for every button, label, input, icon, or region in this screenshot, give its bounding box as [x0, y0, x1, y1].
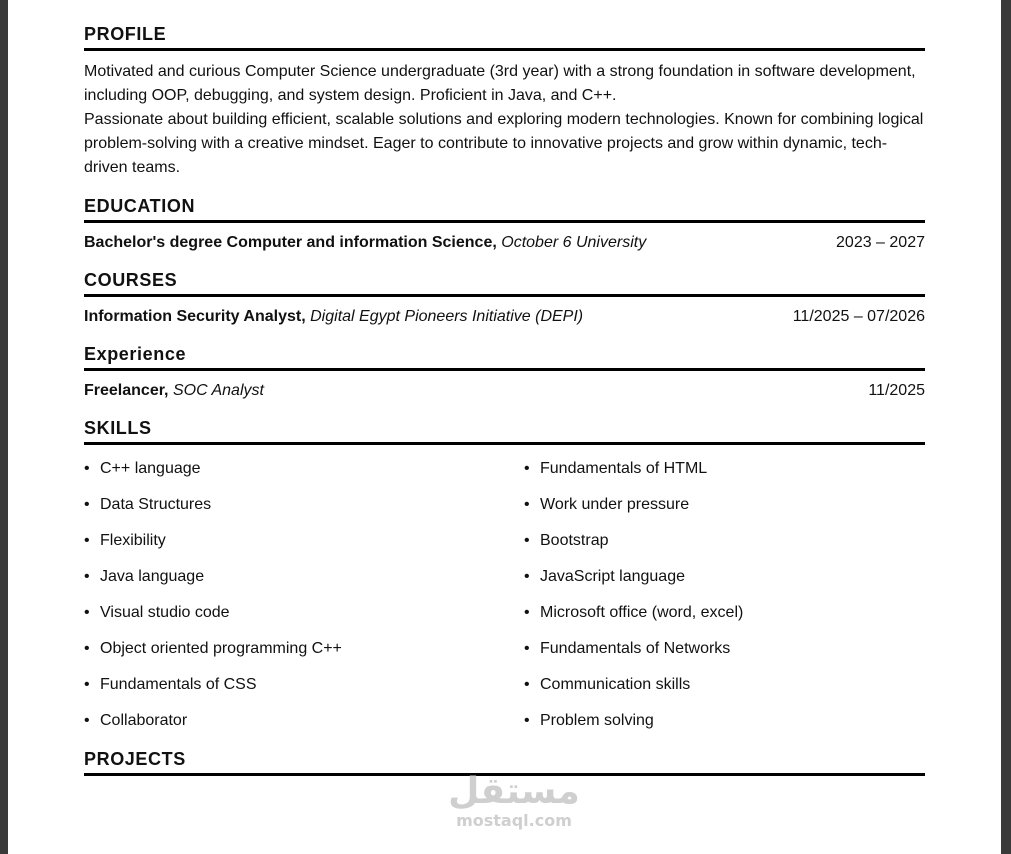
- experience-entry: [84, 380, 925, 402]
- skill-item: • Object oriented programming C++: [84, 637, 524, 661]
- skill-item: • JavaScript language: [524, 565, 924, 589]
- experience-dates: 11/2025: [868, 382, 925, 399]
- bullet-icon: •: [524, 460, 530, 477]
- watermark-latin: mostaql.com: [456, 811, 572, 830]
- experience-role: Freelancer,: [84, 382, 169, 399]
- bullet-icon: •: [84, 532, 90, 549]
- resume-content: [84, 22, 925, 790]
- experience-heading: Experience: [84, 342, 925, 371]
- skill-item: • Fundamentals of Networks: [524, 637, 924, 661]
- skills-heading: SKILLS: [84, 416, 925, 445]
- bullet-icon: •: [84, 460, 90, 477]
- skill-item: • Visual studio code: [84, 601, 524, 625]
- education-entry: [84, 232, 925, 254]
- bullet-icon: •: [84, 496, 90, 513]
- profile-section: [84, 22, 925, 180]
- education-section: [84, 194, 925, 254]
- experience-section: [84, 342, 925, 402]
- education-institution: October 6 University: [501, 234, 647, 251]
- courses-heading: COURSES: [84, 268, 925, 297]
- profile-paragraph-1: Motivated and curious Computer Science undergraduate (3rd year) with a strong foundation in software development, including OOP, debugging, and system design. Proficient in Java, and C++.: [84, 63, 916, 104]
- bullet-icon: •: [524, 496, 530, 513]
- bullet-icon: •: [84, 604, 90, 621]
- bullet-icon: •: [84, 676, 90, 693]
- viewer-left-margin: [0, 0, 8, 854]
- skill-item: • Fundamentals of HTML: [524, 457, 924, 481]
- skill-item: • Microsoft office (word, excel): [524, 601, 924, 625]
- course-entry: [84, 306, 925, 328]
- course-provider: Digital Egypt Pioneers Initiative (DEPI): [310, 308, 584, 325]
- skill-item: • Problem solving: [524, 709, 924, 733]
- course-name: Information Security Analyst,: [84, 308, 306, 325]
- resume-page: [8, 0, 1001, 854]
- skill-item: • Data Structures: [84, 493, 524, 517]
- bullet-icon: •: [84, 640, 90, 657]
- skill-item: • Bootstrap: [524, 529, 924, 553]
- watermark-arabic: مستقل: [448, 771, 580, 812]
- viewer-right-scrollbar[interactable]: [1001, 0, 1011, 854]
- education-dates: 2023 – 2027: [836, 234, 925, 251]
- bullet-icon: •: [524, 676, 530, 693]
- courses-section: [84, 268, 925, 328]
- course-dates: 11/2025 – 07/2026: [792, 308, 925, 325]
- projects-heading: PROJECTS: [84, 747, 925, 776]
- projects-section: [84, 747, 925, 776]
- skill-item: • Work under pressure: [524, 493, 924, 517]
- education-heading: EDUCATION: [84, 194, 925, 223]
- skill-item: • Flexibility: [84, 529, 524, 553]
- skill-item: • Communication skills: [524, 673, 924, 697]
- bullet-icon: •: [524, 640, 530, 657]
- bullet-icon: •: [524, 568, 530, 585]
- bullet-icon: •: [524, 604, 530, 621]
- skill-item: • C++ language: [84, 457, 524, 481]
- bullet-icon: •: [84, 568, 90, 585]
- experience-position: SOC Analyst: [172, 382, 264, 399]
- skill-item: • Collaborator: [84, 709, 524, 733]
- skills-list: [84, 445, 925, 733]
- profile-text: [84, 51, 925, 180]
- profile-paragraph-2: Passionate about building efficient, scalable solutions and exploring modern technologies. Known for combining logical problem-solving with a creative mindset. Eager to contribute to innovative projects and grow within dynamic, tech-driven teams.: [84, 111, 924, 176]
- bullet-icon: •: [84, 712, 90, 729]
- bullet-icon: •: [524, 712, 530, 729]
- bullet-icon: •: [524, 532, 530, 549]
- skill-item: • Fundamentals of CSS: [84, 673, 524, 697]
- education-degree: Bachelor's degree Computer and information Science,: [84, 234, 497, 251]
- skills-section: [84, 416, 925, 733]
- skill-item: • Java language: [84, 565, 524, 589]
- profile-heading: PROFILE: [84, 22, 925, 51]
